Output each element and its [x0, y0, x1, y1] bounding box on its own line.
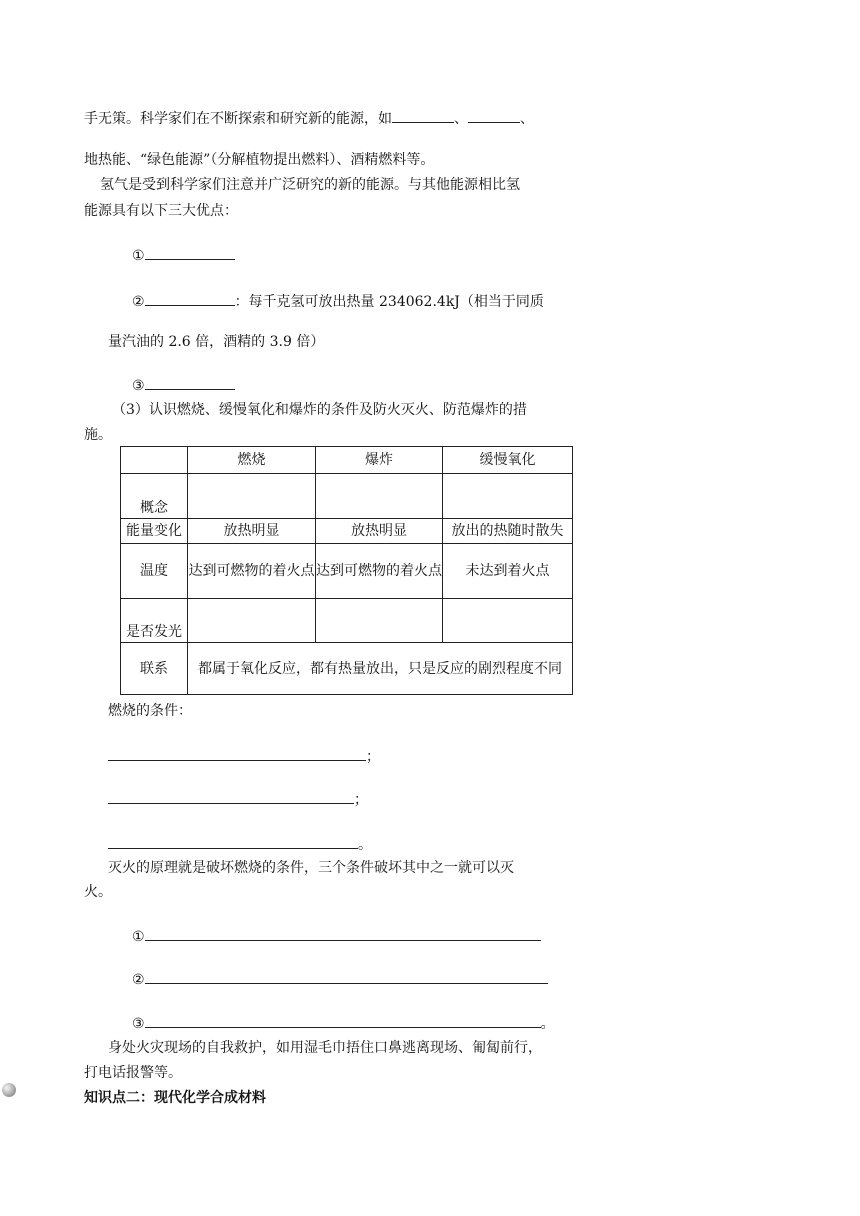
hydrogen-intro-2: 能源具有以下三大优点：	[84, 203, 238, 219]
method-1-blank[interactable]	[145, 926, 541, 941]
advantage-2-text: ：每千克氢可放出热量 234062.4kJ（相当于同质	[234, 294, 544, 310]
method-2-marker: ②	[132, 972, 145, 988]
row-label-temperature: 温度	[121, 544, 188, 599]
table-header-row	[121, 447, 573, 474]
new-energy-blank-2[interactable]	[468, 108, 520, 123]
condition-end-1: ；	[366, 749, 380, 765]
condition-line-1	[108, 746, 380, 767]
advantage-2	[132, 291, 544, 312]
advantage-2-continued: 量汽油的 2.6 倍，酒精的 3.9 倍）	[108, 334, 325, 350]
advantage-2-blank[interactable]	[145, 291, 235, 306]
section-3-heading-2: 施。	[84, 427, 112, 443]
condition-blank-2[interactable]	[108, 789, 354, 804]
concept-combustion-cell[interactable]	[188, 474, 316, 519]
header-cell-slow-oxidation: 缓慢氧化	[443, 447, 573, 474]
header-cell-empty	[121, 447, 188, 474]
advantage-1-marker: ①	[132, 248, 145, 264]
knowledge-point-2-title: 知识点二：现代化学合成材料	[84, 1090, 266, 1106]
method-3-end: 。	[540, 1016, 555, 1032]
condition-line-2	[108, 789, 368, 810]
separator: 、	[520, 111, 534, 127]
temp-explosion-cell: 达到可燃物的着火点	[316, 544, 443, 599]
energy-line-1	[84, 108, 534, 129]
extinguish-method-3	[132, 1013, 555, 1034]
row-label-concept: 概念	[121, 474, 188, 519]
method-2-blank[interactable]	[145, 969, 548, 984]
condition-end-3: 。	[358, 837, 372, 853]
method-3-blank[interactable]	[145, 1013, 541, 1028]
advantage-1-blank[interactable]	[145, 245, 235, 260]
energy-line-1-text: 手无策。科学家们在不断探索和研究新的能源，如	[84, 111, 392, 127]
new-energy-blank-1[interactable]	[392, 108, 454, 123]
header-cell-combustion: 燃烧	[188, 447, 316, 474]
condition-blank-3[interactable]	[108, 834, 358, 849]
energy-slow-oxidation-cell: 放出的热随时散失	[443, 519, 573, 544]
energy-explosion-cell: 放热明显	[316, 519, 443, 544]
table-row-energy	[121, 519, 573, 544]
table-row-relation	[121, 643, 573, 695]
row-label-energy: 能量变化	[121, 519, 188, 544]
temp-slow-oxidation-cell: 未达到着火点	[443, 544, 573, 599]
extinguish-principle-1: 灭火的原理就是破坏燃烧的条件，三个条件破坏其中之一就可以灭	[108, 860, 514, 876]
section-3-heading-1: （3）认识燃烧、缓慢氧化和爆炸的条件及防火灭火、防范爆炸的措	[112, 402, 527, 418]
row-label-light: 是否发光	[121, 599, 188, 643]
extinguish-method-1	[132, 926, 541, 947]
separator: 、	[454, 111, 468, 127]
comparison-table	[120, 446, 573, 695]
advantage-3	[132, 375, 235, 396]
condition-line-3	[108, 834, 372, 855]
rescue-line-1: 身处火灾现场的自我救护，如用湿毛巾捂住口鼻逃离现场、匍匐前行，	[108, 1040, 542, 1056]
light-combustion-cell[interactable]	[188, 599, 316, 643]
extinguish-method-2	[132, 969, 548, 990]
hydrogen-intro-1: 氢气是受到科学家们注意并广泛研究的新的能源。与其他能源相比氢	[100, 177, 520, 193]
condition-blank-1[interactable]	[108, 746, 366, 761]
energy-line-2: 地热能、“绿色能源”（分解植物提出燃料）、酒精燃料等。	[84, 152, 435, 168]
advantage-1	[132, 245, 235, 266]
relation-cell: 都属于氧化反应，都有热量放出，只是反应的剧烈程度不同	[188, 643, 573, 695]
advantage-2-marker: ②	[132, 294, 145, 310]
header-cell-explosion: 爆炸	[316, 447, 443, 474]
rescue-line-2: 打电话报警等。	[84, 1065, 182, 1081]
conditions-title: 燃烧的条件：	[108, 703, 192, 719]
method-1-marker: ①	[132, 929, 145, 945]
condition-end-2: ；	[354, 792, 368, 808]
advantage-3-blank[interactable]	[145, 375, 235, 390]
table-row-light	[121, 599, 573, 643]
extinguish-principle-2: 火。	[84, 884, 112, 900]
bullet-icon	[2, 1083, 16, 1097]
table-row-temperature	[121, 544, 573, 599]
concept-explosion-cell[interactable]	[316, 474, 443, 519]
concept-slow-oxidation-cell[interactable]	[443, 474, 573, 519]
energy-combustion-cell: 放热明显	[188, 519, 316, 544]
light-explosion-cell[interactable]	[316, 599, 443, 643]
method-3-marker: ③	[132, 1016, 145, 1032]
table-row-concept	[121, 474, 573, 519]
temp-combustion-cell: 达到可燃物的着火点	[188, 544, 316, 599]
row-label-relation: 联系	[121, 643, 188, 695]
light-slow-oxidation-cell[interactable]	[443, 599, 573, 643]
advantage-3-marker: ③	[132, 378, 145, 394]
